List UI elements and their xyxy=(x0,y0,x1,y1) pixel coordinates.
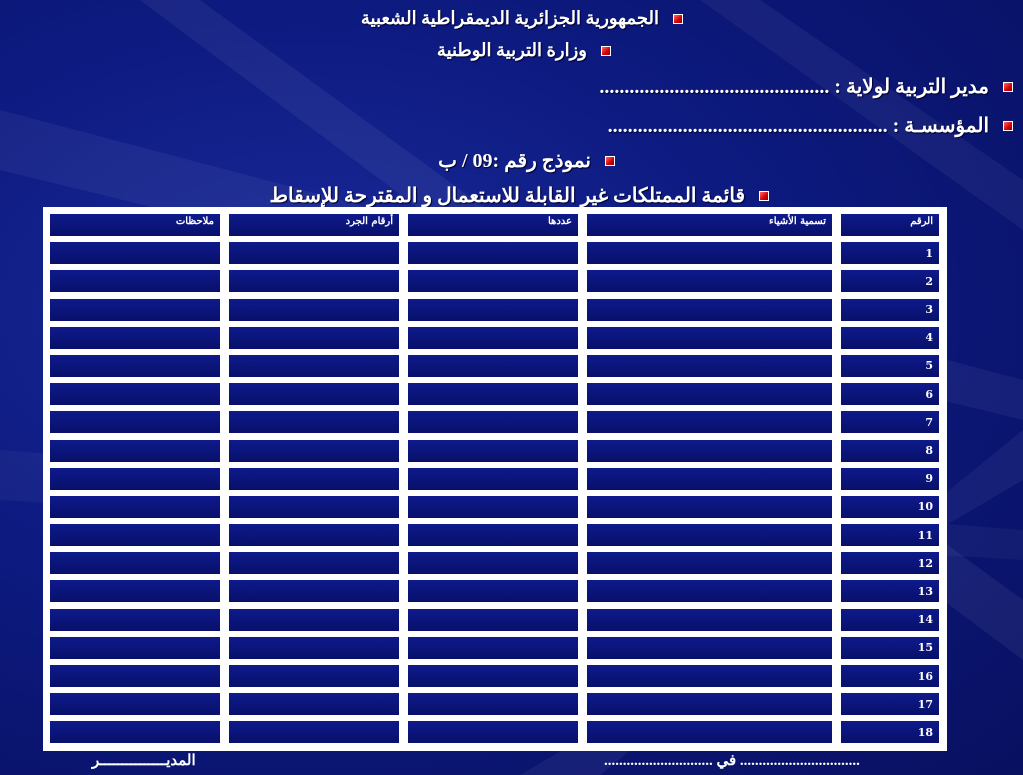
row-number-cell: 11 xyxy=(841,524,939,546)
header-form-number xyxy=(438,148,615,173)
inventory-number-cell xyxy=(229,721,399,743)
inventory-number-cell xyxy=(229,552,399,574)
quantity-cell xyxy=(408,355,578,377)
row-number-cell: 7 xyxy=(841,411,939,433)
item-name-cell xyxy=(587,496,832,518)
inventory-number-cell xyxy=(229,524,399,546)
page-title xyxy=(270,183,770,208)
quantity-cell xyxy=(408,609,578,631)
row-number-cell: 5 xyxy=(841,355,939,377)
row-number-cell: 17 xyxy=(841,693,939,715)
quantity-cell xyxy=(408,637,578,659)
notes-cell xyxy=(50,637,220,659)
quantity-cell xyxy=(408,693,578,715)
notes-cell xyxy=(50,721,220,743)
notes-cell xyxy=(50,299,220,321)
notes-cell xyxy=(50,440,220,462)
institution-text: المؤسسـة : ........................................................ xyxy=(607,115,989,137)
notes-cell xyxy=(50,580,220,602)
bullet-icon xyxy=(759,191,769,201)
item-name-cell xyxy=(587,355,832,377)
notes-cell xyxy=(50,693,220,715)
quantity-cell xyxy=(408,524,578,546)
quantity-cell xyxy=(408,468,578,490)
director-text: مدير التربية لولاية : .............................................. xyxy=(599,76,989,98)
quantity-cell xyxy=(408,299,578,321)
quantity-cell xyxy=(408,665,578,687)
row-number-cell: 13 xyxy=(841,580,939,602)
notes-cell xyxy=(50,496,220,518)
notes-cell xyxy=(50,665,220,687)
inventory-number-cell xyxy=(229,609,399,631)
row-number-cell: 14 xyxy=(841,609,939,631)
notes-cell xyxy=(50,468,220,490)
quantity-cell xyxy=(408,580,578,602)
header-director xyxy=(599,74,1013,99)
notes-cell xyxy=(50,355,220,377)
title-text: قائمة الممتلكات غير القابلة للاستعمال و المقترحة للإسقاط xyxy=(269,185,745,207)
bullet-icon xyxy=(673,14,683,24)
quantity-cell xyxy=(408,411,578,433)
row-number-cell: 6 xyxy=(841,383,939,405)
quantity-cell xyxy=(408,383,578,405)
quantity-cell xyxy=(408,242,578,264)
inventory-number-cell xyxy=(229,327,399,349)
inventory-number-cell xyxy=(229,468,399,490)
item-name-cell xyxy=(587,580,832,602)
row-number-cell: 9 xyxy=(841,468,939,490)
inventory-number-cell xyxy=(229,496,399,518)
item-name-cell xyxy=(587,270,832,292)
item-name-cell xyxy=(587,609,832,631)
place-date-line: ................................ في ............................. xyxy=(604,753,860,769)
row-number-cell: 2 xyxy=(841,270,939,292)
item-name-cell xyxy=(587,524,832,546)
notes-cell xyxy=(50,242,220,264)
column-header-item-name: تسمية الأشياء xyxy=(587,214,832,236)
inventory-number-cell xyxy=(229,440,399,462)
item-name-cell xyxy=(587,665,832,687)
row-number-cell: 8 xyxy=(841,440,939,462)
item-name-cell xyxy=(587,721,832,743)
item-name-cell xyxy=(587,552,832,574)
inventory-number-cell xyxy=(229,383,399,405)
header-ministry xyxy=(437,40,611,61)
inventory-number-cell xyxy=(229,637,399,659)
quantity-cell xyxy=(408,552,578,574)
item-name-cell xyxy=(587,440,832,462)
item-name-cell xyxy=(587,242,832,264)
column-header-quantity: عددها xyxy=(408,214,578,236)
inventory-number-cell xyxy=(229,665,399,687)
item-name-cell xyxy=(587,327,832,349)
quantity-cell xyxy=(408,327,578,349)
inventory-number-cell xyxy=(229,355,399,377)
bullet-icon xyxy=(1003,121,1013,131)
form-number-text: نموذج رقم :09 / ب xyxy=(438,150,591,172)
notes-cell xyxy=(50,383,220,405)
inventory-number-cell xyxy=(229,242,399,264)
column-header-inventory-numbers: أرقام الجرد xyxy=(229,214,399,236)
republic-text: الجمهورية الجزائرية الديمقراطية الشعبية xyxy=(360,8,659,28)
inventory-table xyxy=(43,207,947,751)
row-number-cell: 16 xyxy=(841,665,939,687)
inventory-number-cell xyxy=(229,693,399,715)
item-name-cell xyxy=(587,637,832,659)
inventory-number-cell xyxy=(229,270,399,292)
table-grid xyxy=(51,214,939,744)
row-number-cell: 4 xyxy=(841,327,939,349)
column-header-number: الرقم xyxy=(841,214,939,236)
item-name-cell xyxy=(587,299,832,321)
inventory-number-cell xyxy=(229,580,399,602)
row-number-cell: 10 xyxy=(841,496,939,518)
item-name-cell xyxy=(587,468,832,490)
notes-cell xyxy=(50,270,220,292)
quantity-cell xyxy=(408,440,578,462)
bullet-icon xyxy=(1003,82,1013,92)
director-signature: المديـــــــــــــــر xyxy=(92,753,196,769)
row-number-cell: 15 xyxy=(841,637,939,659)
notes-cell xyxy=(50,552,220,574)
inventory-number-cell xyxy=(229,411,399,433)
notes-cell xyxy=(50,609,220,631)
item-name-cell xyxy=(587,383,832,405)
row-number-cell: 3 xyxy=(841,299,939,321)
bullet-icon xyxy=(601,46,611,56)
notes-cell xyxy=(50,327,220,349)
row-number-cell: 12 xyxy=(841,552,939,574)
item-name-cell xyxy=(587,411,832,433)
bullet-icon xyxy=(605,156,615,166)
row-number-cell: 18 xyxy=(841,721,939,743)
ministry-text: وزارة التربية الوطنية xyxy=(436,40,587,60)
notes-cell xyxy=(50,524,220,546)
quantity-cell xyxy=(408,721,578,743)
header-institution xyxy=(608,113,1013,138)
quantity-cell xyxy=(408,496,578,518)
quantity-cell xyxy=(408,270,578,292)
header-republic xyxy=(361,8,683,29)
item-name-cell xyxy=(587,693,832,715)
notes-cell xyxy=(50,411,220,433)
inventory-number-cell xyxy=(229,299,399,321)
row-number-cell: 1 xyxy=(841,242,939,264)
column-header-notes: ملاحظات xyxy=(50,214,220,236)
